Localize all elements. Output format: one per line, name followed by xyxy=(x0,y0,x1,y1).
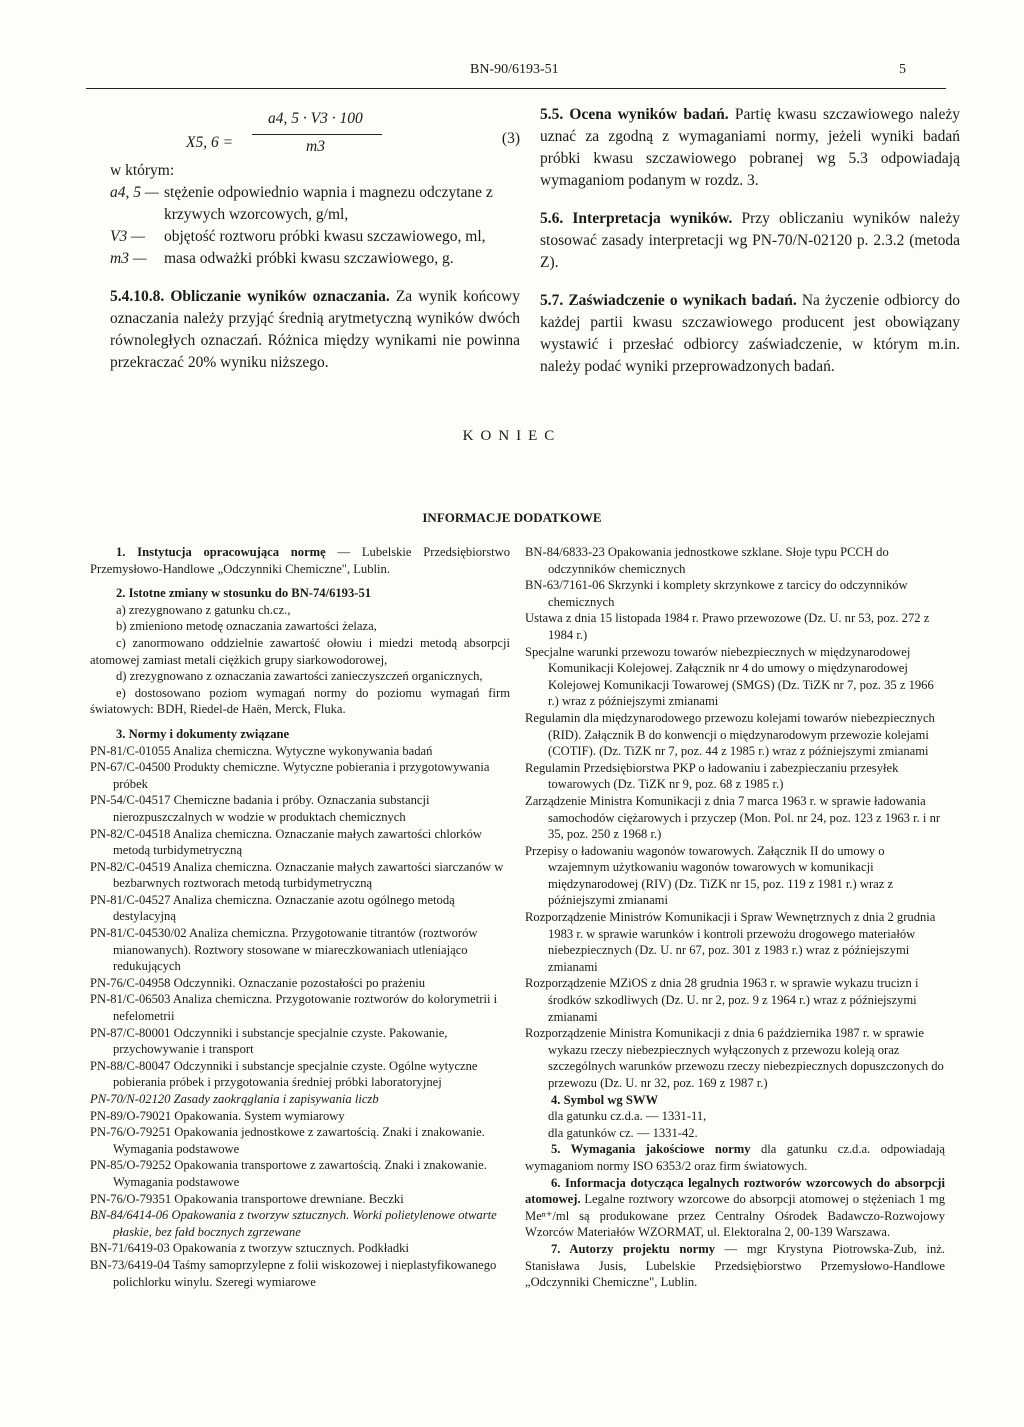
info-6 xyxy=(525,1175,945,1241)
reference-item: PN-54/C-04517 Chemiczne badania i próby. Oznaczania substancji nierozpuszczalnych w wodzie w produktach chemicznych xyxy=(90,793,430,824)
reference-item: Rozporządzenie Ministra Komunikacji z dnia 6 października 1987 r. w sprawie wykazu rzeczy niebezpiecznych wyłączonych z przewozu koleją oraz szczególnych warunków przewozu rzeczy niebezpiecznych dopuszczonych do przewozu (Dz. U. nr 32, poz. 169 z 1987 r.) xyxy=(525,1026,944,1090)
section-text: Partię kwasu szczawiowego należy uznać za zgodną z wymaganiami normy, jeżeli wyniki badań próbki kwasu szczawiowego pobranej wg 5.3 odpowiadają wymaganiom podanym w rozdz. 3. xyxy=(540,106,960,189)
info-7 xyxy=(525,1241,945,1291)
change-item: a) zrezygnowano z gatunku ch.cz., xyxy=(116,602,291,617)
reference-item: BN-84/6833-23 Opakowania jednostkowe szklane. Słoje typu PCCH do odczynników chemicznych xyxy=(525,545,889,576)
reference-item: PN-87/C-80001 Odczynniki i substancje specjalnie czyste. Pakowanie, przychowywanie i transport xyxy=(90,1025,448,1057)
info-text: — Lubelskie Przedsiębiorstwo Przemysłowo-Handlowe „Odczynniki Chemiczne", Lublin. xyxy=(90,545,510,576)
info-text: dla gatunku cz.d.a. odpowiadają wymaganiom normy ISO 6353/2 oraz firm światowych. xyxy=(525,1142,945,1173)
reference-item: PN-81/C-04530/02 Analiza chemiczna. Przygotowanie titrantów (roztworów mianowanych). Roztwory stosowane w miareczkowaniach utleniająco redukujących xyxy=(90,926,478,974)
reference-item: PN-67/C-04500 Produkty chemiczne. Wytyczne pobierania i przygotowywania próbek xyxy=(90,760,490,791)
reference-item: PN-76/C-04958 Odczynniki. Oznaczanie pozostałości po prażeniu xyxy=(90,975,426,990)
reference-item: PN-70/N-02120 Zasady zaokrąglania i zapisywania liczb xyxy=(90,1092,379,1106)
formula-lhs: X5, 6 = xyxy=(186,134,234,151)
reference-item: Regulamin Przedsiębiorstwa PKP o ładowaniu i zabezpieczaniu przesyłek towarowych (Dz. TiZK nr 9, poz. 68 z 1985 r.) xyxy=(525,760,899,792)
fraction-bar xyxy=(252,134,382,135)
reference-item: Regulamin dla międzynarodowego przewozu kolejami towarów niebezpiecznych (RID). Załącznik B do konwencji o międzynarodowym przewozie kolejami (COTIF). (Dz. TiZK nr 7, poz. 44 z 1985 r.) wraz z późniejszymi zmianami xyxy=(525,710,935,759)
reference-item: PN-85/O-79252 Opakowania transportowe z zawartością. Znaki i znakowanie. Wymagania podstawowe xyxy=(90,1158,487,1189)
info-title: 7. Autorzy projektu normy xyxy=(551,1241,715,1256)
sww-line: dla gatunków cz. — 1331-42. xyxy=(548,1125,698,1140)
formula-3 xyxy=(110,104,520,160)
reference-item: PN-81/C-06503 Analiza chemiczna. Przygotowanie roztworów do kolorymetrii i nefelometrii xyxy=(90,992,498,1024)
info-title: 6. Informacja dotycząca legalnych roztworów wzorcowych do absorpcji atomowej. xyxy=(525,1175,945,1207)
info-1 xyxy=(90,544,510,577)
page-number: 5 xyxy=(899,62,906,77)
info-4-title: 4. Symbol wg SWW xyxy=(551,1092,659,1107)
definition-symbol: a4, 5 — xyxy=(110,184,159,201)
reference-item: BN-73/6419-04 Taśmy samoprzylepne z folii wiskozowej i nieplastyfikowanego polichlorku winylu. Szeregi wymiarowe xyxy=(90,1257,497,1289)
definition-symbol: m3 — xyxy=(110,250,147,267)
section-5-4-10-8 xyxy=(110,286,520,374)
reference-item: Ustawa z dnia 15 listopada 1984 r. Prawo przewozowe (Dz. U. nr 53, poz. 272 z 1984 r.) xyxy=(525,611,930,642)
section-title: 5.6. Interpretacja wyników. xyxy=(540,210,733,227)
section-5-7 xyxy=(540,290,960,378)
reference-item: PN-82/C-04518 Analiza chemiczna. Oznaczanie małych zawartości chlorków metodą turbidymetryczną xyxy=(90,826,483,858)
info-left-column xyxy=(90,544,510,1290)
standard-number: BN-90/6193-51 xyxy=(470,62,559,77)
definition-m3 xyxy=(110,248,520,270)
sww-line: dla gatunku cz.d.a. — 1331-11, xyxy=(548,1109,707,1124)
end-marker: KONIEC xyxy=(462,428,562,444)
section-5-6 xyxy=(540,208,960,274)
results-column xyxy=(540,104,960,378)
section-5-5 xyxy=(540,104,960,192)
reference-item: BN-71/6419-03 Opakowania z tworzyw sztucznych. Podkładki xyxy=(90,1241,409,1256)
reference-item: PN-81/C-01055 Analiza chemiczna. Wytyczne wykonywania badań xyxy=(90,743,433,758)
section-text: Za wynik końcowy oznaczania należy przyjąć średnią arytmetyczną wyników dwóch równoległych oznaczań. Różnica między wynikami nie powinna przekraczać 20% wyniku niższego. xyxy=(110,288,521,371)
info-right-column xyxy=(525,544,945,1291)
change-item: d) zrezygnowano z oznaczania zawartości zanieczyszczeń organicznych, xyxy=(116,669,483,684)
reference-item: BN-84/6414-06 Opakowania z tworzyw sztucznych. Worki polietylenowe otwarte płaskie, bez fałd bocznych zgrzewane xyxy=(90,1208,497,1239)
definition-v3 xyxy=(110,226,520,248)
reference-item: PN-81/C-04527 Analiza chemiczna. Oznaczanie azotu ogólnego metodą destylacyjną xyxy=(90,892,455,924)
section-title: 5.7. Zaświadczenie o wynikach badań. xyxy=(540,292,797,309)
change-item: b) zmieniono metodę oznaczania zawartości żelaza, xyxy=(116,619,377,634)
formula-numerator: a4, 5 · V3 · 100 xyxy=(268,110,363,127)
info-5 xyxy=(525,1141,945,1174)
section-text: Na życzenie odbiorcy do każdej partii kwasu szczawiowego producent jest obowiązany wystawić i przesłać odbiorcy zaświadczenie, w którym m.in. należy podać wyniki przeprowadzonych badań. xyxy=(540,292,960,375)
reference-item: Rozporządzenie MZiOS z dnia 28 grudnia 1963 r. w sprawie wykazu trucizn i środków szkodliwych (Dz. U. nr 2, poz. 9 z 1964 r.) wraz z późniejszymi zmianami xyxy=(525,976,919,1024)
section-title: 5.5. Ocena wyników badań. xyxy=(540,106,729,123)
info-heading: INFORMACJE DODATKOWE xyxy=(422,510,602,525)
reference-item: Zarządzenie Ministra Komunikacji z dnia 7 marca 1963 r. w sprawie ładowania samochodów ciężarowych i przyczep (Mon. Pol. nr 24, poz. 123 z 1963 r. i nr 35, poz. 250 z 1968 r.) xyxy=(525,793,941,842)
where-label: w którym: xyxy=(110,162,175,179)
change-item: c) zanormowano oddzielnie zawartość ołowiu i miedzi metodą absorpcji atomowej zamiast metali ciężkich grupy siarkowodorowej, xyxy=(90,635,510,667)
section-title: 5.4.10.8. Obliczanie wyników oznaczania. xyxy=(110,288,390,305)
header-rule xyxy=(86,88,946,89)
info-text: — mgr Krystyna Piotrowska-Zub, inż. Stanisława Jusis, Lubelskie Przedsiębiorstwo Przemysłowo-Handlowe „Odczynniki Chemiczne", Lublin. xyxy=(525,1241,945,1290)
section-text: Przy obliczaniu wyników należy stosować zasady interpretacji wg PN-70/N-02120 p. 2.3.2 (metoda Z). xyxy=(540,210,961,271)
formula-column xyxy=(110,104,520,374)
reference-item: PN-82/C-04519 Analiza chemiczna. Oznaczanie małych zawartości siarczanów w bezbarwnych roztworach metodą turbidymetryczną xyxy=(90,859,504,891)
info-text: Legalne roztwory wzorcowe do absorpcji atomowej o stężeniach 1 mg Meⁿ⁺/ml są produkowane przez Centralny Ośrodek Badawczo-Rozwojowy Wzorców Materiałów WZORMAT, ul. Elektoralna 2, 00-139 Warszawa. xyxy=(525,1192,945,1240)
definition-text: objętość roztworu próbki kwasu szczawiowego, ml, xyxy=(164,228,486,245)
reference-item: BN-63/7161-06 Skrzynki i komplety skrzynkowe z tarcicy do odczynników chemicznych xyxy=(525,578,908,609)
reference-item: PN-89/O-79021 Opakowania. System wymiarowy xyxy=(90,1108,345,1123)
reference-item: Specjalne warunki przewozu towarów niebezpiecznych w międzynarodowej Komunikacji Kolejowej. Załącznik nr 4 do umowy o międzynarodowej Kolejowej Komunikacji Towarowej (SMGS) (Dz. TiZK nr 7, poz. 35 z 1966 r.) wraz z późniejszymi zmianami xyxy=(525,644,934,709)
definition-a45 xyxy=(110,182,520,226)
info-2-title: 2. Istotne zmiany w stosunku do BN-74/6193-51 xyxy=(116,586,372,601)
definition-text: stężenie odpowiednio wapnia i magnezu odczytane z krzywych wzorcowych, g/ml, xyxy=(164,184,493,223)
info-title: 1. Instytucja opracowująca normę xyxy=(116,545,326,559)
info-title: 5. Wymagania jakościowe normy xyxy=(551,1142,751,1157)
reference-item: PN-76/O-79251 Opakowania jednostkowe z zawartością. Znaki i znakowanie. Wymagania podstawowe xyxy=(90,1125,485,1156)
formula-denominator: m3 xyxy=(306,138,325,155)
reference-item: Rozporządzenie Ministrów Komunikacji i Spraw Wewnętrznych z dnia 2 grudnia 1983 r. w sprawie warunków i kontroli przewożu drogowego materiałów niebezpiecznych (Dz. U. nr 67, poz. 301 z 1983 r.) wraz z późniejszymi zmianami xyxy=(525,910,936,974)
reference-item: PN-76/O-79351 Opakowania transportowe drewniane. Beczki xyxy=(90,1191,404,1206)
info-3-title: 3. Normy i dokumenty związane xyxy=(116,726,290,741)
reference-item: PN-88/C-80047 Odczynniki i substancje specjalnie czyste. Ogólne wytyczne pobierania próbek i przygotowania średniej próbki laboratoryjnej xyxy=(90,1058,478,1090)
definition-text: masa odważki próbki kwasu szczawiowego, g. xyxy=(164,250,454,267)
formula-number: (3) xyxy=(501,130,520,147)
change-item: e) dostosowano poziom wymagań normy do poziomu wymagań firm światowych: BDH, Riedel-de Haën, Merck, Fluka. xyxy=(90,685,510,717)
definition-symbol: V3 — xyxy=(110,228,145,245)
reference-item: Przepisy o ładowaniu wagonów towarowych. Załącznik II do umowy o wzajemnym użytkowaniu wagonów towarowych w komunikacji międzynarodowej (RIV) (Dz. TiZK nr 15, poz. 119 z 1981 r.) wraz z późniejszymi zmianami xyxy=(525,843,894,908)
